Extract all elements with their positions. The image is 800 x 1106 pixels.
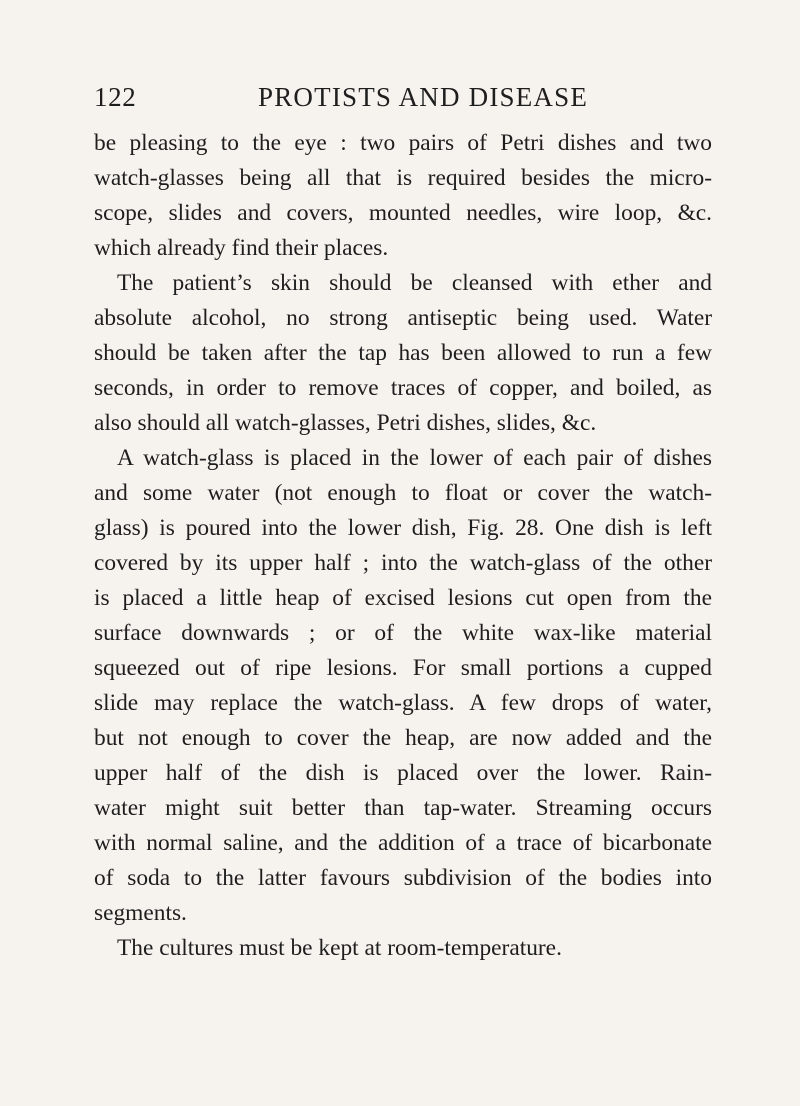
- text-line: with normal saline, and the addition of a trace of bicarbonate: [94, 830, 712, 856]
- text-line: segments.: [94, 900, 187, 926]
- running-title: PROTISTS AND DISEASE: [258, 82, 589, 112]
- text-line: surface downwards ; or of the white wax-like material: [94, 620, 712, 646]
- text-line: The patient’s skin should be cleansed with ether and: [117, 270, 712, 296]
- text-line: scope, slides and covers, mounted needles, wire loop, &c.: [94, 200, 712, 226]
- paragraph-4: [94, 931, 712, 966]
- text-line: squeezed out of ripe lesions. For small portions a cupped: [94, 655, 712, 681]
- paragraph-3: [94, 441, 712, 931]
- paragraph-1: [94, 126, 712, 266]
- text-line: is placed a little heap of excised lesions cut open from the: [94, 585, 712, 611]
- text-line: be pleasing to the eye : two pairs of Petri dishes and two: [94, 130, 712, 156]
- text-line: The cultures must be kept at room-temperature.: [117, 935, 562, 961]
- text-line: but not enough to cover the heap, are now added and the: [94, 725, 712, 751]
- text-line: upper half of the dish is placed over the lower. Rain-: [94, 760, 712, 786]
- text-line: absolute alcohol, no strong antiseptic being used. Water: [94, 305, 712, 331]
- text-line: also should all watch-glasses, Petri dishes, slides, &c.: [94, 410, 597, 436]
- text-line: of soda to the latter favours subdivision of the bodies into: [94, 865, 712, 891]
- paragraph-2: [94, 266, 712, 441]
- text-line: seconds, in order to remove traces of copper, and boiled, as: [94, 375, 712, 401]
- text-line: and some water (not enough to float or cover the watch-: [94, 480, 712, 506]
- text-line: glass) is poured into the lower dish, Fig. 28. One dish is left: [94, 515, 712, 541]
- text-line: covered by its upper half ; into the watch-glass of the other: [94, 550, 712, 576]
- text-line: slide may replace the watch-glass. A few drops of water,: [94, 690, 712, 716]
- page-header: [94, 82, 712, 118]
- text-line: watch-glasses being all that is required besides the micro-: [94, 165, 712, 191]
- page-number: 122: [94, 82, 137, 112]
- body-text: [94, 126, 712, 966]
- text-line: which already find their places.: [94, 235, 389, 261]
- text-line: should be taken after the tap has been allowed to run a few: [94, 340, 712, 366]
- text-line: A watch-glass is placed in the lower of each pair of dishes: [117, 445, 712, 471]
- text-line: water might suit better than tap-water. Streaming occurs: [94, 795, 712, 821]
